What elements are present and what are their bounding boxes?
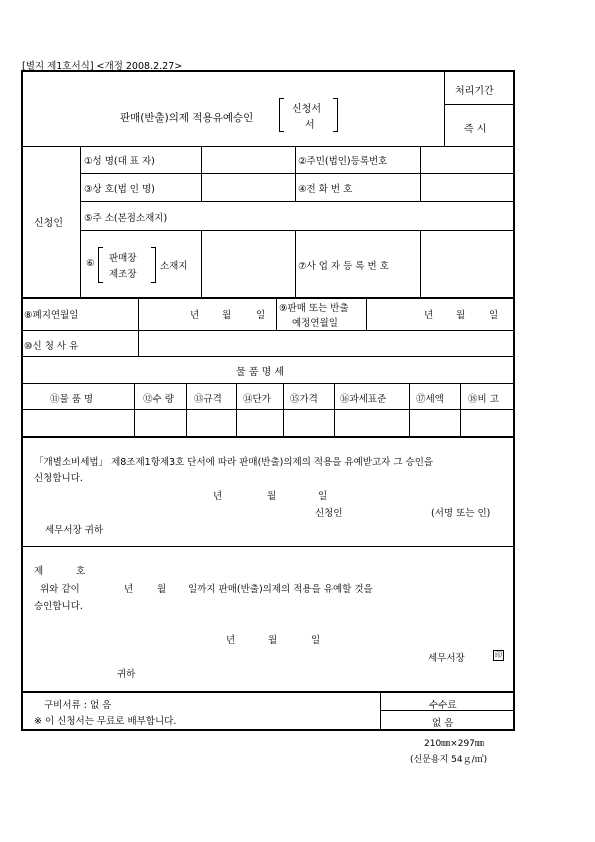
applicant-col-line-6 bbox=[420, 230, 421, 297]
applicant-col-line-5 bbox=[295, 230, 296, 297]
approval-line-2: 승인합니다. bbox=[34, 601, 83, 612]
applicant-col-line-1 bbox=[201, 146, 202, 201]
applicant-row-line-2 bbox=[80, 201, 513, 202]
company-name-field[interactable] bbox=[203, 175, 293, 199]
closure-year: 년 bbox=[190, 310, 200, 321]
business-number-label: ⑦사 업 자 등 록 번 호 bbox=[298, 261, 389, 272]
reason-bottom-line bbox=[22, 356, 513, 357]
declaration-year: 년 bbox=[213, 491, 223, 502]
goods-col-line-3 bbox=[236, 383, 237, 436]
processing-label: 처리기간 bbox=[455, 86, 494, 97]
goods-row-price[interactable] bbox=[285, 411, 332, 434]
goods-col-item: ⑪물 품 명 bbox=[50, 394, 94, 405]
sale-date-label-2: 예정연월일 bbox=[292, 318, 338, 329]
goods-col-line-2 bbox=[186, 383, 187, 436]
processing-value: 즉 시 bbox=[464, 124, 487, 135]
goods-col-remarks: ⑱비 고 bbox=[468, 394, 499, 405]
registration-number-field[interactable] bbox=[422, 148, 511, 171]
goods-row-remarks[interactable] bbox=[462, 411, 511, 434]
goods-col-price: ⑮가격 bbox=[290, 394, 318, 405]
fee-value: 없 음 bbox=[432, 718, 454, 729]
approval-number-label: 제 bbox=[34, 566, 44, 577]
site-bracket-right bbox=[151, 247, 156, 283]
declaration-line-1: 「개별소비세법」 제8조제1항제3호 단서에 따라 판매(반출)의제의 적용을 유예받고자 그 승인을 bbox=[34, 457, 434, 468]
form-title: 판매(반출)의제 적용유예승인 bbox=[120, 112, 254, 124]
goods-col-quantity: ⑫수 량 bbox=[143, 394, 174, 405]
site-option-factory: 제조장 bbox=[109, 269, 137, 280]
sale-date-label-1: ⑨판매 또는 반출 bbox=[279, 303, 349, 314]
required-docs: 구비서류 : 없 음 bbox=[44, 700, 112, 711]
reason-field[interactable] bbox=[140, 332, 511, 354]
site-suffix: 소재지 bbox=[160, 261, 188, 272]
form-number: [별지 제1호서식] <개정 2008.2.27> bbox=[22, 61, 183, 72]
processing-divider bbox=[444, 104, 513, 105]
goods-heading: 물 품 명 세 bbox=[236, 367, 285, 378]
site-bracket-left bbox=[98, 247, 103, 283]
title-bracket-right bbox=[333, 98, 338, 132]
site-option-sales: 판매장 bbox=[109, 253, 137, 264]
frame-bottom bbox=[21, 729, 514, 731]
goods-row-tax-base[interactable] bbox=[336, 411, 407, 434]
phone-field[interactable] bbox=[422, 175, 511, 199]
title-bottom-line bbox=[22, 146, 513, 147]
declaration-applicant: 신청인 bbox=[315, 508, 343, 519]
goods-col-line-5 bbox=[334, 383, 335, 436]
free-distribution-note: ※ 이 신청서는 무료로 배부합니다. bbox=[34, 716, 177, 727]
fee-label: 수수료 bbox=[429, 700, 457, 711]
declaration-recipient: 세무서장 귀하 bbox=[45, 525, 104, 536]
applicant-bottom-line bbox=[22, 297, 513, 299]
declaration-day: 일 bbox=[318, 491, 328, 502]
closure-month: 월 bbox=[222, 310, 232, 321]
sale-month: 월 bbox=[456, 310, 466, 321]
name-label: ①성 명(대 표 자) bbox=[84, 156, 155, 167]
approval-line-1-year: 년 bbox=[124, 584, 134, 595]
closure-date-label: ⑧폐지연월일 bbox=[24, 310, 79, 321]
goods-col-line-4 bbox=[283, 383, 284, 436]
declaration-bottom-line bbox=[22, 546, 513, 547]
dates-bottom-line bbox=[22, 330, 513, 331]
applicant-col-line-2 bbox=[295, 146, 296, 201]
site-prefix: ⑥ bbox=[86, 258, 95, 269]
approval-recipient: 귀하 bbox=[117, 669, 136, 680]
dates-col-line-1 bbox=[138, 298, 139, 330]
reason-label: ⑩신 청 사 유 bbox=[24, 341, 79, 352]
applicant-col-line-3 bbox=[420, 146, 421, 201]
approval-month: 월 bbox=[268, 635, 278, 646]
title-bracket-left bbox=[279, 98, 284, 132]
company-name-label: ③상 호(법 인 명) bbox=[84, 184, 155, 195]
title-bracket-top: 신청서 bbox=[292, 104, 321, 115]
goods-row-unit-price[interactable] bbox=[238, 411, 281, 434]
title-bracket-bottom: 서 bbox=[305, 120, 315, 131]
goods-col-tax: ⑰세액 bbox=[416, 394, 444, 405]
approval-number-suffix: 호 bbox=[76, 566, 86, 577]
applicant-row-line-3 bbox=[80, 230, 513, 231]
address-field[interactable] bbox=[203, 203, 511, 228]
footer-top-line bbox=[22, 691, 513, 693]
approval-line-1-rest: 일까지 판매(반출)의제의 적용을 유예할 것을 bbox=[188, 584, 373, 595]
dates-col-line-3 bbox=[366, 298, 367, 330]
frame-right bbox=[513, 70, 515, 731]
applicant-row-line-1 bbox=[80, 173, 513, 174]
goods-col-line-7 bbox=[460, 383, 461, 436]
site-field[interactable] bbox=[203, 232, 293, 295]
goods-row-quantity[interactable] bbox=[136, 411, 184, 434]
goods-bottom-line bbox=[22, 436, 513, 438]
goods-col-unit-price: ⑭단가 bbox=[243, 394, 271, 405]
goods-header-line bbox=[22, 409, 513, 410]
approval-seal-icon: 印 bbox=[495, 651, 502, 659]
paper-stock: (신문용지 54ｇ/㎡) bbox=[410, 755, 488, 765]
goods-row-item[interactable] bbox=[24, 411, 132, 434]
title-divider bbox=[444, 71, 445, 146]
approval-line-1-month: 월 bbox=[157, 584, 167, 595]
sale-day: 일 bbox=[489, 310, 499, 321]
declaration-line-2: 신청합니다. bbox=[34, 473, 83, 484]
sale-year: 년 bbox=[424, 310, 434, 321]
applicant-col-line-4 bbox=[201, 230, 202, 297]
registration-number-label: ②주민(법인)등록번호 bbox=[298, 156, 388, 167]
frame-left bbox=[21, 70, 23, 731]
goods-row-spec[interactable] bbox=[188, 411, 234, 434]
approval-line-1-a: 위와 같이 bbox=[40, 584, 80, 595]
declaration-month: 월 bbox=[267, 491, 277, 502]
phone-label: ④전 화 번 호 bbox=[298, 184, 353, 195]
goods-col-tax-base: ⑯과세표준 bbox=[340, 394, 387, 405]
declaration-signature[interactable]: (서명 또는 인) bbox=[431, 508, 491, 519]
dates-col-line-2 bbox=[276, 298, 277, 330]
applicant-section-label: 신청인 bbox=[34, 218, 63, 229]
paper-size: 210㎜×297㎜ bbox=[424, 739, 484, 749]
approval-office: 세무서장 bbox=[428, 653, 465, 664]
goods-col-spec: ⑬규격 bbox=[194, 394, 222, 405]
applicant-section-divider bbox=[80, 146, 81, 298]
address-label: ⑤주 소(본점소재지) bbox=[84, 213, 168, 224]
goods-heading-line bbox=[22, 383, 513, 384]
name-field[interactable] bbox=[203, 148, 293, 171]
goods-col-line-1 bbox=[134, 383, 135, 436]
reason-divider bbox=[138, 330, 139, 356]
frame-top bbox=[21, 70, 514, 72]
approval-day: 일 bbox=[311, 635, 321, 646]
business-number-field[interactable] bbox=[422, 232, 511, 295]
goods-row-tax[interactable] bbox=[411, 411, 458, 434]
closure-day: 일 bbox=[256, 310, 266, 321]
goods-col-line-6 bbox=[409, 383, 410, 436]
approval-year: 년 bbox=[226, 635, 236, 646]
